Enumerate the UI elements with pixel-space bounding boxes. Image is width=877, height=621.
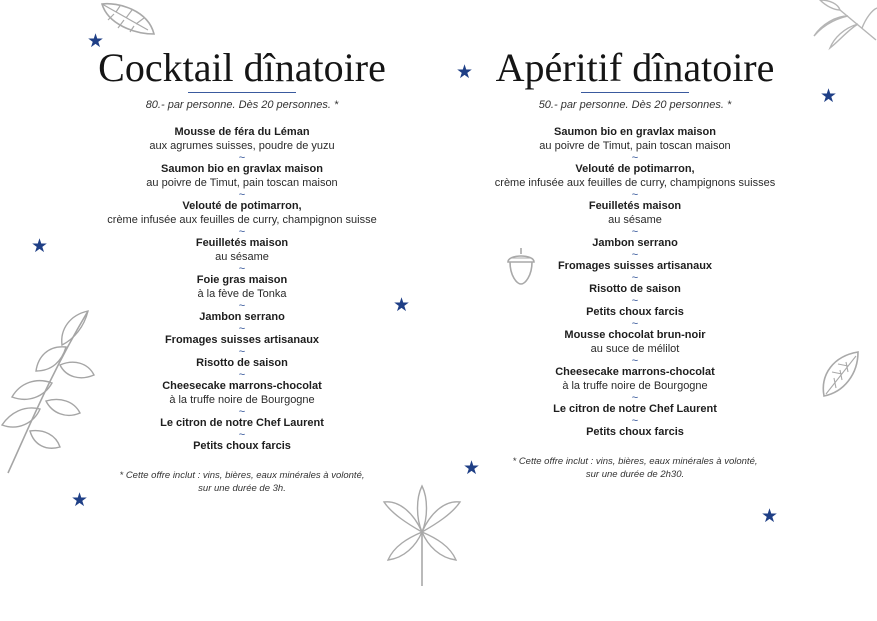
dish-name: Saumon bio en gravlax maison bbox=[554, 126, 716, 138]
star-icon: ★ bbox=[761, 506, 779, 527]
dish-description: crème infusée aux feuilles de curry, champignons suisses bbox=[494, 177, 776, 189]
separator-tilde: ~ bbox=[238, 369, 246, 381]
menu-title: Cocktail dînatoire bbox=[98, 45, 386, 90]
dish-description: crème infusée aux feuilles de curry, champignon suisse bbox=[107, 214, 377, 226]
title-underline bbox=[581, 92, 689, 93]
menu-item bbox=[52, 310, 432, 324]
star-icon: ★ bbox=[820, 86, 838, 107]
dish-name: Cheesecake marrons-chocolat bbox=[162, 380, 322, 392]
footnote bbox=[445, 455, 825, 481]
separator-tilde: ~ bbox=[631, 392, 639, 404]
menu-item bbox=[52, 199, 432, 227]
dish-name: Mousse chocolat brun-noir bbox=[564, 329, 706, 341]
menu-item bbox=[445, 402, 825, 416]
menu-item bbox=[52, 273, 432, 301]
dish-name: Petits choux farcis bbox=[586, 426, 684, 438]
menu-item bbox=[52, 379, 432, 407]
separator-tilde: ~ bbox=[631, 226, 639, 238]
dish-name: Foie gras maison bbox=[196, 274, 288, 286]
dish-name: Risotto de saison bbox=[589, 283, 681, 295]
star-icon: ★ bbox=[393, 295, 411, 316]
dish-name: Jambon serrano bbox=[592, 237, 678, 249]
menu-title: Apéritif dînatoire bbox=[495, 45, 775, 90]
title-underline bbox=[188, 92, 296, 93]
footnote-line: * Cette offre inclut : vins, bières, eaux minérales à volonté, bbox=[512, 456, 758, 467]
menu-item bbox=[52, 236, 432, 264]
star-icon: ★ bbox=[31, 236, 49, 257]
separator-tilde: ~ bbox=[631, 415, 639, 427]
separator-tilde: ~ bbox=[238, 263, 246, 275]
dish-name: Le citron de notre Chef Laurent bbox=[160, 417, 324, 429]
cocktail-menu bbox=[52, 44, 432, 495]
flower-icon bbox=[382, 484, 462, 588]
separator-tilde: ~ bbox=[238, 226, 246, 238]
menu-item bbox=[445, 282, 825, 296]
star-icon: ★ bbox=[71, 490, 89, 511]
menu-item bbox=[445, 305, 825, 319]
dish-name: Velouté de potimarron, bbox=[575, 163, 695, 175]
dish-description: au poivre de Timut, pain toscan maison bbox=[539, 140, 731, 152]
separator-tilde: ~ bbox=[631, 318, 639, 330]
separator-tilde: ~ bbox=[631, 272, 639, 284]
menu-item bbox=[445, 125, 825, 153]
footnote-line: * Cette offre inclut : vins, bières, eaux minérales à volonté, bbox=[119, 470, 365, 481]
dish-name: Risotto de saison bbox=[196, 357, 288, 369]
footnote-line: sur une durée de 3h. bbox=[198, 483, 286, 494]
dish-name: Mousse de féra du Léman bbox=[174, 126, 310, 138]
dish-name: Le citron de notre Chef Laurent bbox=[553, 403, 717, 415]
separator-tilde: ~ bbox=[238, 323, 246, 335]
menu-item bbox=[52, 125, 432, 153]
leaf-icon bbox=[98, 0, 158, 40]
dish-name: Petits choux farcis bbox=[586, 306, 684, 318]
dish-name: Velouté de potimarron, bbox=[182, 200, 302, 212]
menu-item bbox=[445, 199, 825, 227]
dish-description: au suce de mélilot bbox=[590, 343, 680, 355]
star-icon: ★ bbox=[463, 458, 481, 479]
separator-tilde: ~ bbox=[238, 152, 246, 164]
dish-description: à la truffe noire de Bourgogne bbox=[562, 380, 708, 392]
menu-list bbox=[52, 125, 432, 453]
menu-list bbox=[445, 125, 825, 439]
dish-description: à la fève de Tonka bbox=[197, 288, 287, 300]
menu-item bbox=[52, 333, 432, 347]
separator-tilde: ~ bbox=[238, 429, 246, 441]
dish-name: Fromages suisses artisanaux bbox=[557, 260, 713, 272]
dish-name: Feuilletés maison bbox=[588, 200, 682, 212]
separator-tilde: ~ bbox=[238, 189, 246, 201]
dish-description: au sésame bbox=[215, 251, 269, 263]
menu-item bbox=[445, 328, 825, 356]
separator-tilde: ~ bbox=[631, 249, 639, 261]
dish-description: au sésame bbox=[608, 214, 662, 226]
separator-tilde: ~ bbox=[631, 355, 639, 367]
separator-tilde: ~ bbox=[631, 189, 639, 201]
menu-item bbox=[52, 162, 432, 190]
dish-description: à la truffe noire de Bourgogne bbox=[169, 394, 315, 406]
dish-name: Cheesecake marrons-chocolat bbox=[555, 366, 715, 378]
aperitif-menu bbox=[445, 44, 825, 481]
separator-tilde: ~ bbox=[631, 295, 639, 307]
menu-item bbox=[52, 416, 432, 430]
star-icon: ★ bbox=[456, 62, 474, 83]
dish-description: au poivre de Timut, pain toscan maison bbox=[146, 177, 338, 189]
dish-name: Saumon bio en gravlax maison bbox=[161, 163, 323, 175]
separator-tilde: ~ bbox=[238, 406, 246, 418]
separator-tilde: ~ bbox=[238, 300, 246, 312]
menu-item bbox=[445, 425, 825, 439]
menu-item bbox=[445, 162, 825, 190]
menu-item bbox=[445, 259, 825, 273]
menu-item bbox=[445, 236, 825, 250]
dish-name: Fromages suisses artisanaux bbox=[164, 334, 320, 346]
dish-name: Petits choux farcis bbox=[193, 440, 291, 452]
footnote bbox=[52, 469, 432, 495]
menu-item bbox=[445, 365, 825, 393]
menu-item bbox=[52, 439, 432, 453]
menu-item bbox=[52, 356, 432, 370]
star-icon: ★ bbox=[87, 31, 105, 52]
separator-tilde: ~ bbox=[631, 152, 639, 164]
dish-description: aux agrumes suisses, poudre de yuzu bbox=[149, 140, 335, 152]
footnote-line: sur une durée de 2h30. bbox=[585, 469, 685, 480]
menu-subtitle: 80.- par personne. Dès 20 personnes. * bbox=[145, 99, 339, 111]
dish-name: Feuilletés maison bbox=[195, 237, 289, 249]
menu-subtitle: 50.- par personne. Dès 20 personnes. * bbox=[538, 99, 732, 111]
dish-name: Jambon serrano bbox=[199, 311, 285, 323]
separator-tilde: ~ bbox=[238, 346, 246, 358]
